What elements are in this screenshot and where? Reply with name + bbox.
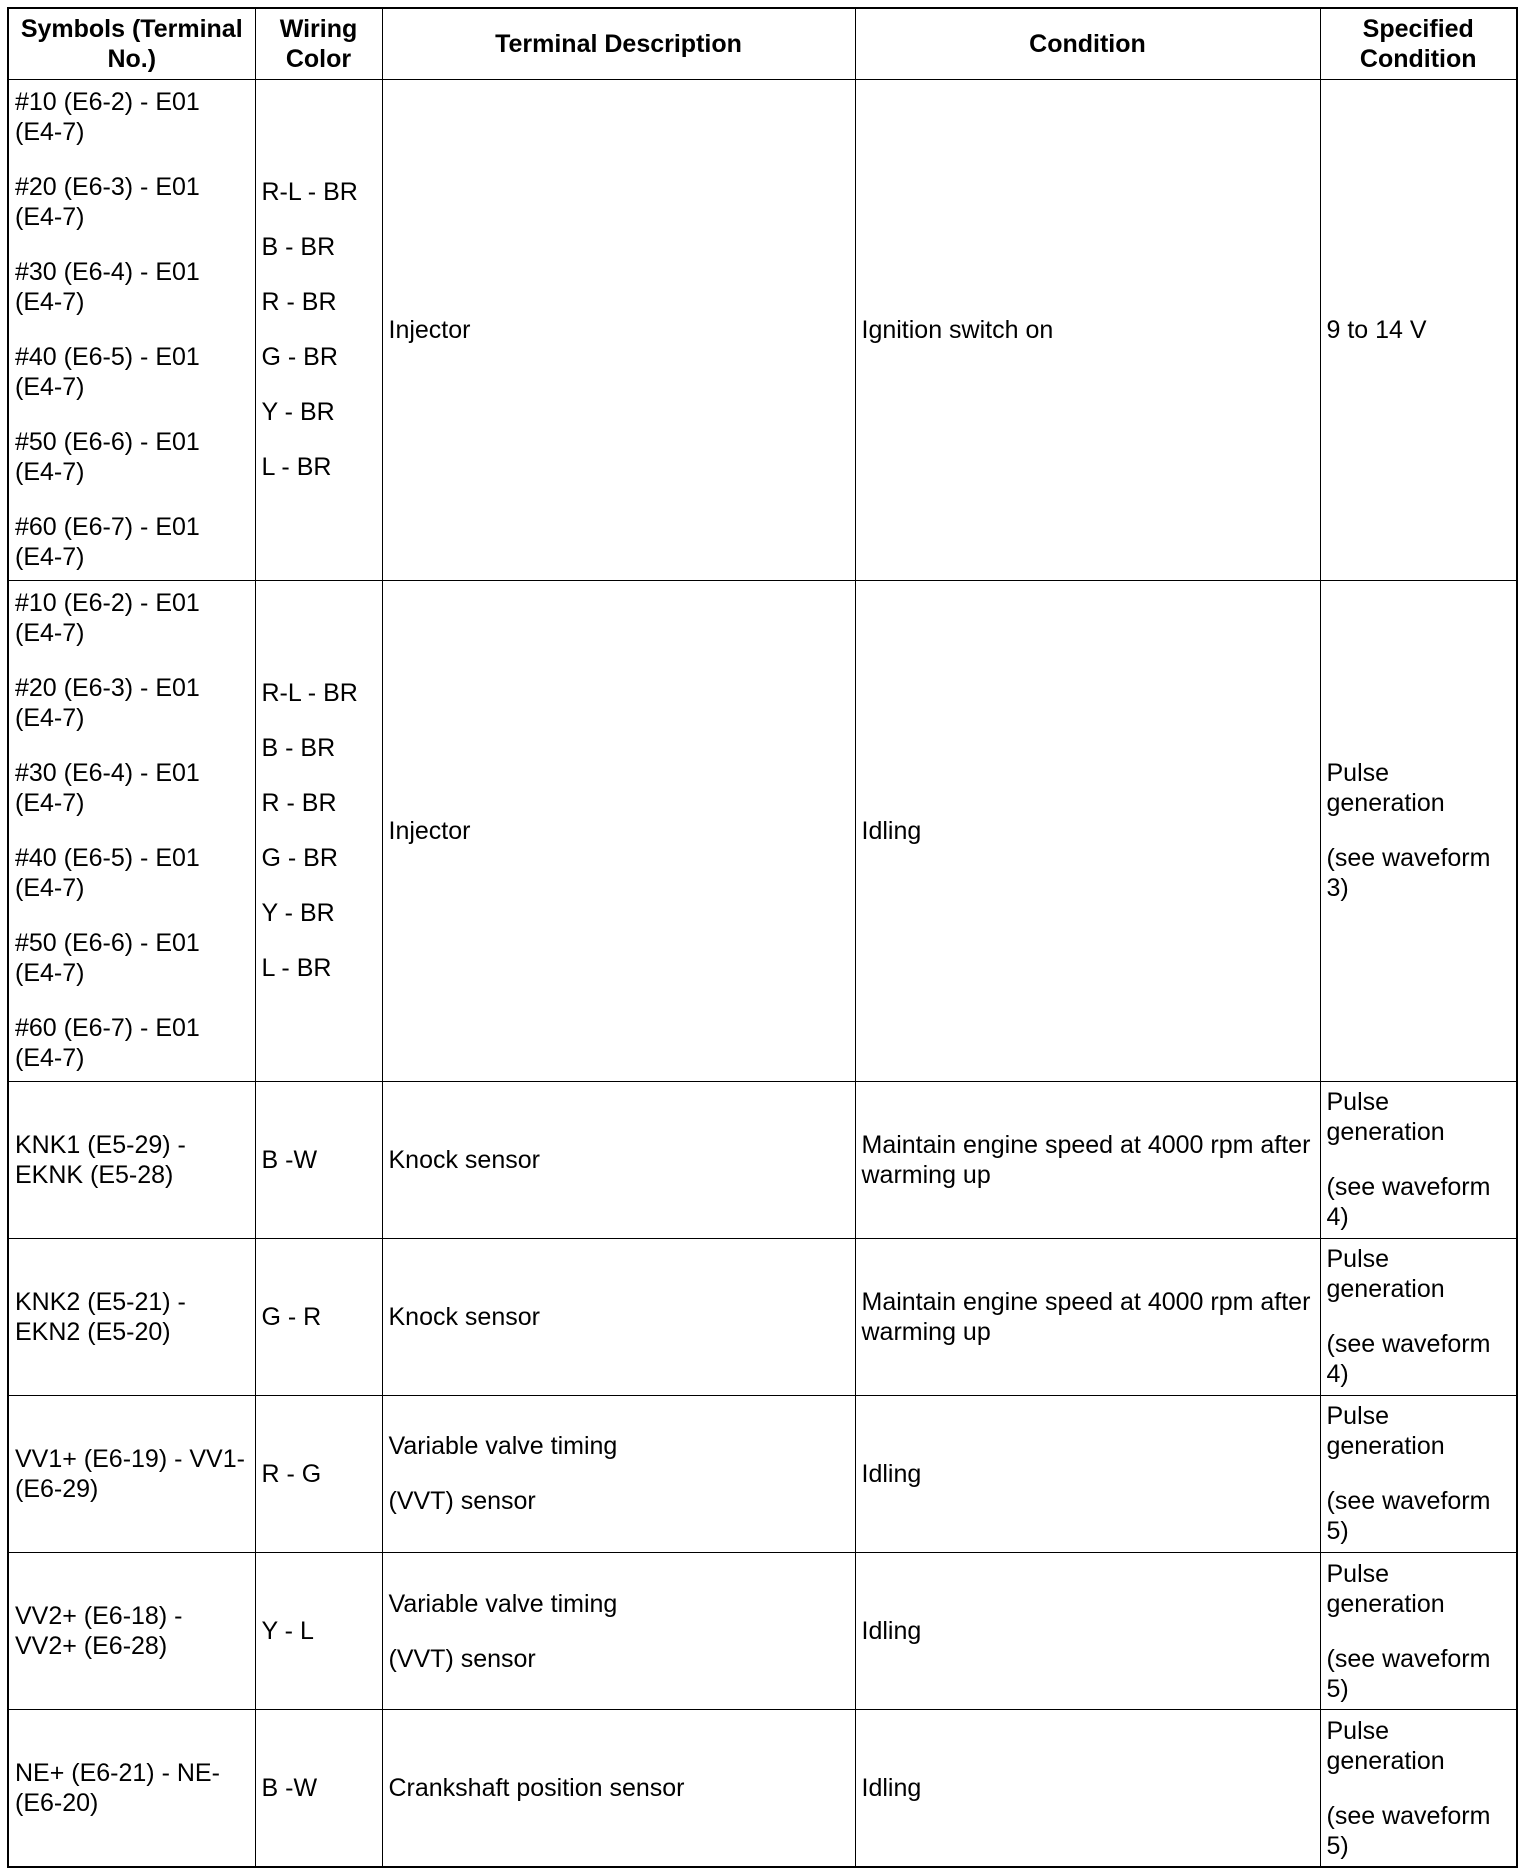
terminal-symbol: #40 (E6-5) - E01 (E4-7) (15, 844, 200, 903)
terminal-symbol: #10 (E6-2) - E01 (E4-7) (15, 88, 200, 147)
specified-cell (1320, 1238, 1517, 1395)
specified-cell (1320, 1710, 1517, 1867)
wiring-color: G - R (261, 1302, 322, 1331)
specified-condition: 9 to 14 V (1326, 315, 1427, 344)
wiring-color: Y - BR (261, 398, 335, 427)
specified-condition: Pulse generation (1326, 1088, 1445, 1147)
specified-condition: (see waveform 4) (1326, 1330, 1491, 1389)
specified-cell (1320, 1395, 1517, 1552)
specified-cell (1320, 580, 1517, 1081)
terminal-symbol: #10 (E6-2) - E01 (E4-7) (15, 589, 200, 648)
condition-cell: Idling (855, 1395, 1320, 1552)
description-cell (382, 1081, 855, 1238)
terminal-symbol: #60 (E6-7) - E01 (E4-7) (15, 1014, 200, 1073)
description-cell (382, 1553, 855, 1710)
wiring-color: Y - L (261, 1617, 314, 1646)
terminal-symbol: #50 (E6-6) - E01 (E4-7) (15, 929, 200, 988)
terminal-description: Injector (388, 315, 471, 344)
description-cell (382, 580, 855, 1081)
wiring-cell (255, 1238, 382, 1395)
terminal-description: (VVT) sensor (388, 1487, 536, 1516)
wiring-cell (255, 1395, 382, 1552)
table-body (8, 80, 1517, 1868)
terminal-table-container (7, 7, 1516, 1868)
condition-cell: Maintain engine speed at 4000 rpm after warming up (855, 1238, 1320, 1395)
terminal-table (7, 7, 1518, 1868)
specified-condition: Pulse generation (1326, 1402, 1445, 1461)
symbols-cell (8, 1238, 255, 1395)
specified-cell (1320, 80, 1517, 581)
terminal-symbol: NE+ (E6-21) - NE- (E6-20) (15, 1759, 220, 1818)
wiring-color: L - BR (261, 954, 332, 983)
symbols-cell (8, 1081, 255, 1238)
specified-condition: (see waveform 5) (1326, 1644, 1491, 1703)
table-row (8, 1081, 1517, 1238)
description-cell (382, 80, 855, 581)
symbols-cell (8, 80, 255, 581)
terminal-symbol: #60 (E6-7) - E01 (E4-7) (15, 513, 200, 572)
wiring-color: R-L - BR (261, 178, 358, 207)
wiring-cell (255, 1081, 382, 1238)
wiring-color: G - BR (261, 343, 338, 372)
condition-cell: Ignition switch on (855, 80, 1320, 581)
terminal-symbol: #40 (E6-5) - E01 (E4-7) (15, 343, 200, 402)
terminal-description: Injector (388, 816, 471, 845)
terminal-symbol: #30 (E6-4) - E01 (E4-7) (15, 258, 200, 317)
wiring-color: B - BR (261, 734, 336, 763)
specified-condition: Pulse generation (1326, 1559, 1445, 1618)
condition-cell: Idling (855, 1710, 1320, 1867)
terminal-symbol: VV1+ (E6-19) - VV1- (E6-29) (15, 1444, 245, 1503)
table-row (8, 80, 1517, 581)
specified-condition: (see waveform 4) (1326, 1173, 1491, 1232)
wiring-cell (255, 80, 382, 581)
wiring-color: R - BR (261, 288, 337, 317)
table-row (8, 580, 1517, 1081)
symbols-cell (8, 1710, 255, 1867)
terminal-description: Variable valve timing (388, 1432, 618, 1461)
terminal-symbol: #50 (E6-6) - E01 (E4-7) (15, 428, 200, 487)
terminal-description: Variable valve timing (388, 1589, 618, 1618)
wiring-cell (255, 1710, 382, 1867)
wiring-color: B -W (261, 1774, 318, 1803)
symbols-cell (8, 1553, 255, 1710)
specified-condition: Pulse generation (1326, 1245, 1445, 1304)
header-condition: Condition (855, 8, 1320, 80)
specified-condition: Pulse generation (1326, 1716, 1445, 1775)
condition-cell: Idling (855, 1553, 1320, 1710)
header-specified-condition: Specified Condition (1320, 8, 1517, 80)
header-wiring-color: Wiring Color (255, 8, 382, 80)
wiring-color: R - BR (261, 789, 337, 818)
wiring-color: B - BR (261, 233, 336, 262)
header-terminal-description: Terminal Description (382, 8, 855, 80)
wiring-color: R-L - BR (261, 679, 358, 708)
terminal-symbol: #20 (E6-3) - E01 (E4-7) (15, 674, 200, 733)
wiring-cell (255, 580, 382, 1081)
table-row (8, 1238, 1517, 1395)
terminal-description: Crankshaft position sensor (388, 1774, 685, 1803)
header-row (8, 8, 1517, 80)
symbols-cell (8, 1395, 255, 1552)
wiring-color: Y - BR (261, 899, 335, 928)
wiring-color: L - BR (261, 453, 332, 482)
table-row (8, 1710, 1517, 1867)
condition-cell: Maintain engine speed at 4000 rpm after warming up (855, 1081, 1320, 1238)
specified-condition: (see waveform 3) (1326, 844, 1491, 903)
specified-condition: Pulse generation (1326, 759, 1445, 818)
terminal-symbol: #30 (E6-4) - E01 (E4-7) (15, 759, 200, 818)
terminal-symbol: #20 (E6-3) - E01 (E4-7) (15, 173, 200, 232)
wiring-cell (255, 1553, 382, 1710)
specified-cell (1320, 1553, 1517, 1710)
terminal-symbol: KNK1 (E5-29) - EKNK (E5-28) (15, 1130, 186, 1189)
condition-cell: Idling (855, 580, 1320, 1081)
wiring-color: B -W (261, 1145, 318, 1174)
table-row (8, 1395, 1517, 1552)
description-cell (382, 1395, 855, 1552)
specified-condition: (see waveform 5) (1326, 1487, 1491, 1546)
wiring-color: R - G (261, 1459, 322, 1488)
terminal-description: Knock sensor (388, 1302, 540, 1331)
terminal-symbol: VV2+ (E6-18) - VV2+ (E6-28) (15, 1602, 183, 1661)
header-symbols: Symbols (Terminal No.) (8, 8, 255, 80)
specified-cell (1320, 1081, 1517, 1238)
terminal-symbol: KNK2 (E5-21) - EKN2 (E5-20) (15, 1287, 186, 1346)
description-cell (382, 1710, 855, 1867)
terminal-description: (VVT) sensor (388, 1644, 536, 1673)
description-cell (382, 1238, 855, 1395)
table-row (8, 1553, 1517, 1710)
specified-condition: (see waveform 5) (1326, 1801, 1491, 1860)
wiring-color: G - BR (261, 844, 338, 873)
symbols-cell (8, 580, 255, 1081)
terminal-description: Knock sensor (388, 1145, 540, 1174)
